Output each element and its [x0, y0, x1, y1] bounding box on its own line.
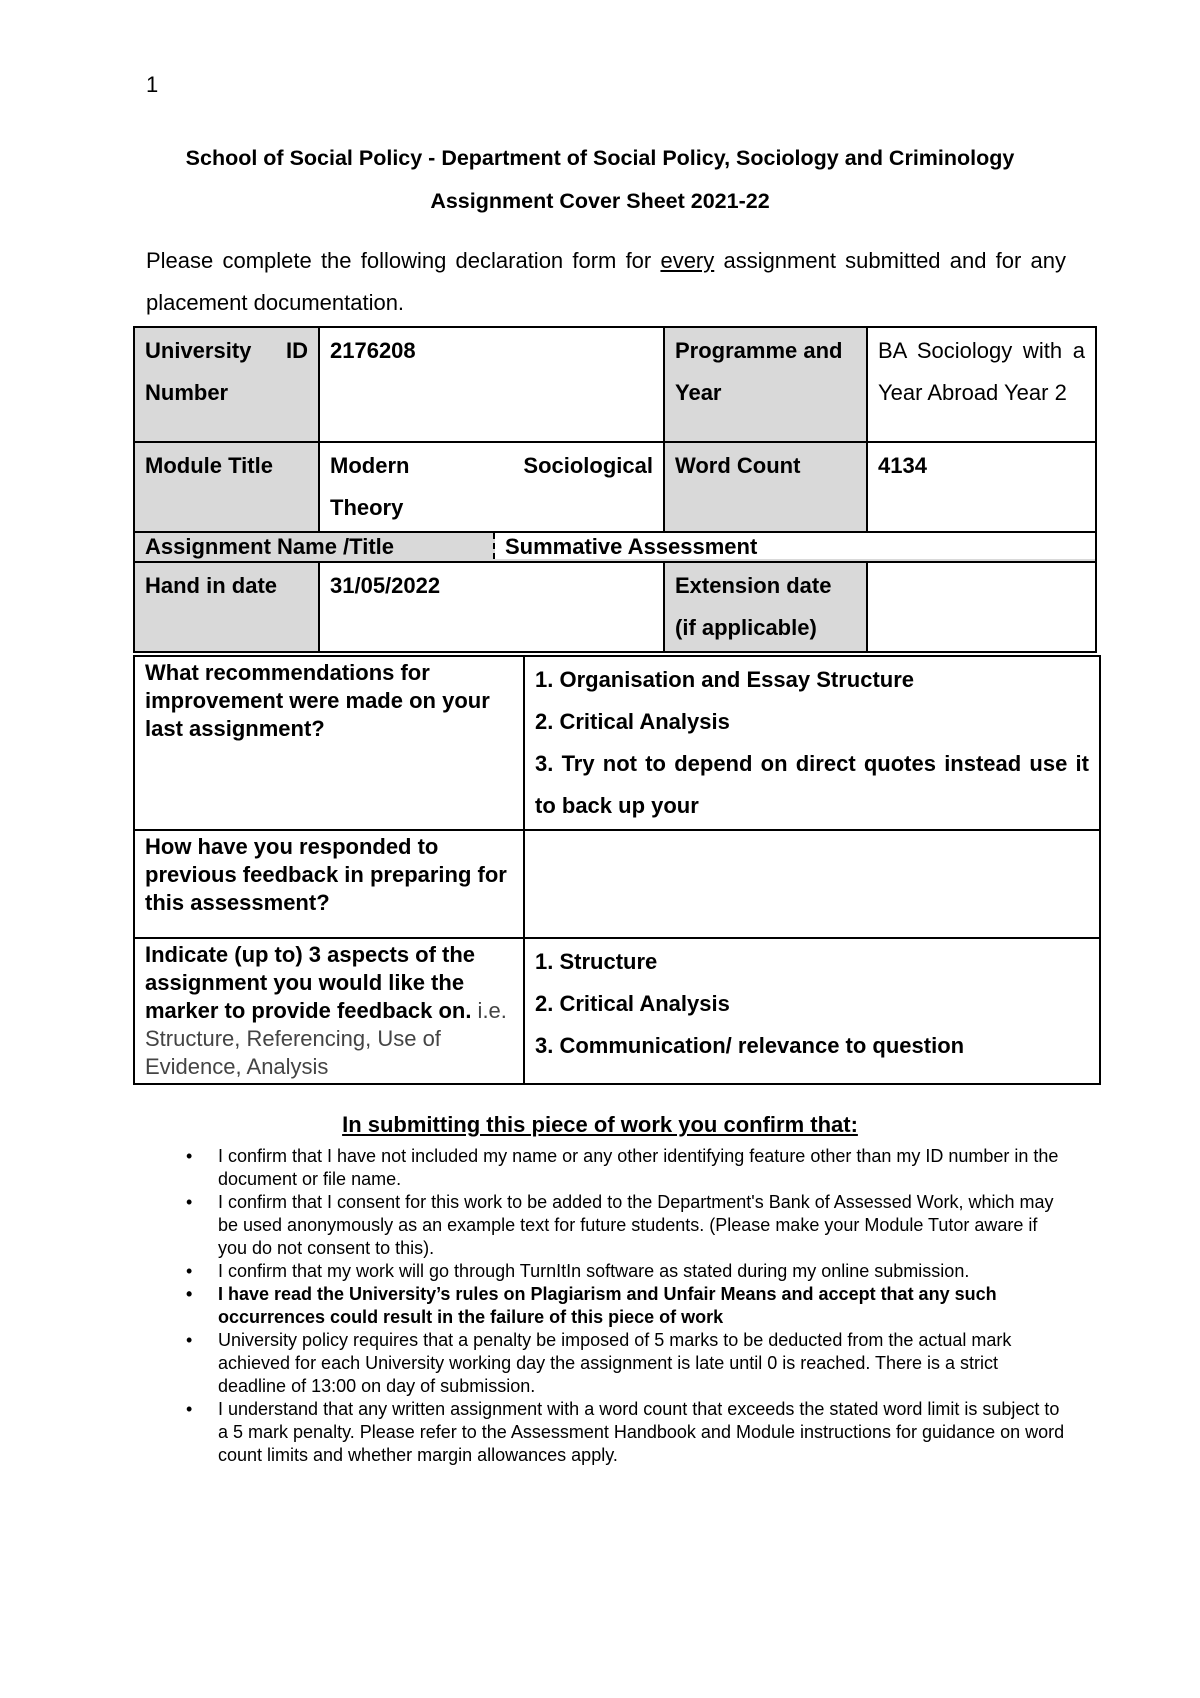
intro-text-after: assignment submitted and for any placement documentation. — [146, 248, 1067, 315]
programme-label: Programme and Year — [664, 327, 867, 442]
details-table — [133, 326, 1097, 653]
module-value-word-3: Theory — [330, 495, 404, 520]
handin-value[interactable]: 31/05/2022 — [319, 562, 664, 652]
intro-emphasis: every — [660, 248, 715, 273]
id-label-word-2: ID — [286, 338, 308, 363]
feedback-answer-3[interactable] — [524, 938, 1100, 1084]
answer-3-item-1: 1. Structure — [535, 949, 658, 974]
question-3-hint: i.e. Structure, Referencing, Use of Evidence, Analysis — [145, 998, 507, 1079]
page-number: 1 — [146, 72, 159, 97]
school-title: School of Social Policy - Department of Social Policy, Sociology and Criminology — [185, 146, 1015, 170]
feedback-table — [133, 655, 1101, 1085]
module-value-word-1: Modern — [330, 453, 410, 478]
module-value-word-2: Sociological — [523, 453, 653, 478]
feedback-question-2: How have you responded to previous feedback in preparing for this assessment? — [134, 830, 524, 938]
answer-3-item-2: 2. Critical Analysis — [535, 991, 730, 1016]
extension-label: Extension date (if applicable) — [664, 562, 867, 652]
id-value[interactable]: 2176208 — [319, 327, 664, 442]
module-label: Module Title — [134, 442, 319, 532]
confirm-heading: In submitting this piece of work you confirm that: — [342, 1112, 858, 1137]
table-row — [134, 327, 1096, 442]
assignment-cell — [134, 532, 1096, 562]
list-item: • University policy requires that a penalty be imposed of 5 marks to be deducted from the actual mark achieved for each University working day the assignment is late until 0 is reached. There is a strict deadline of 13:00 on day of submission. — [218, 1329, 1068, 1398]
id-label-word-3: Number — [145, 380, 229, 405]
feedback-answer-2[interactable] — [524, 830, 1100, 938]
wordcount-value[interactable]: 4134 — [867, 442, 1096, 532]
feedback-answer-1[interactable] — [524, 656, 1100, 830]
id-label-cell — [134, 327, 319, 442]
programme-value[interactable]: BA Sociology with a Year Abroad Year 2 — [867, 327, 1096, 442]
table-row — [134, 830, 1100, 938]
feedback-question-3 — [134, 938, 524, 1084]
list-item: • I confirm that my work will go through TurnItIn software as stated during my online submission. — [218, 1260, 1068, 1283]
intro-text-before: Please complete the following declaration form for — [146, 248, 661, 273]
answer-1-item-2: 2. Critical Analysis — [535, 709, 730, 734]
cover-sheet-title: Assignment Cover Sheet 2021-22 — [430, 189, 770, 213]
id-label-word-1: University — [145, 338, 252, 363]
list-item: • I understand that any written assignment with a word count that exceeds the stated word limit is subject to a 5 mark penalty. Please refer to the Assessment Handbook and Module instructions for guidance on word count limits and whether margin allowances apply. — [218, 1398, 1068, 1467]
list-item: • I confirm that I have not included my name or any other identifying feature other than my ID number in the document or file name. — [218, 1145, 1068, 1191]
question-3-bold: Indicate (up to) 3 aspects of the assignment you would like the marker to provide feedback on. — [145, 942, 476, 1023]
assignment-value[interactable]: Summative Assessment — [495, 533, 1095, 559]
assignment-label: Assignment Name /Title — [145, 533, 495, 559]
answer-1-item-1: 1. Organisation and Essay Structure — [535, 667, 915, 692]
feedback-question-1: What recommendations for improvement were made on your last assignment? — [134, 656, 524, 830]
table-row — [134, 532, 1096, 562]
intro-paragraph — [146, 240, 1066, 324]
extension-value[interactable] — [867, 562, 1096, 652]
table-row — [134, 656, 1100, 830]
handin-label: Hand in date — [134, 562, 319, 652]
list-item: • I confirm that I consent for this work to be added to the Department's Bank of Assessed Work, which may be used anonymously as an example text for future students. (Please make your Module Tutor aware if you do not consent to this). — [218, 1191, 1068, 1260]
answer-1-item-3: 3. Try not to depend on direct quotes instead use it to back up your — [535, 751, 1089, 818]
table-row — [134, 442, 1096, 532]
module-value-cell[interactable] — [319, 442, 664, 532]
table-row — [134, 938, 1100, 1084]
wordcount-label: Word Count — [664, 442, 867, 532]
confirm-list — [218, 1145, 1068, 1467]
answer-3-item-3: 3. Communication/ relevance to question — [535, 1033, 965, 1058]
table-row — [134, 562, 1096, 652]
list-item: • I have read the University’s rules on Plagiarism and Unfair Means and accept that any such occurrences could result in the failure of this piece of work — [218, 1283, 1068, 1329]
